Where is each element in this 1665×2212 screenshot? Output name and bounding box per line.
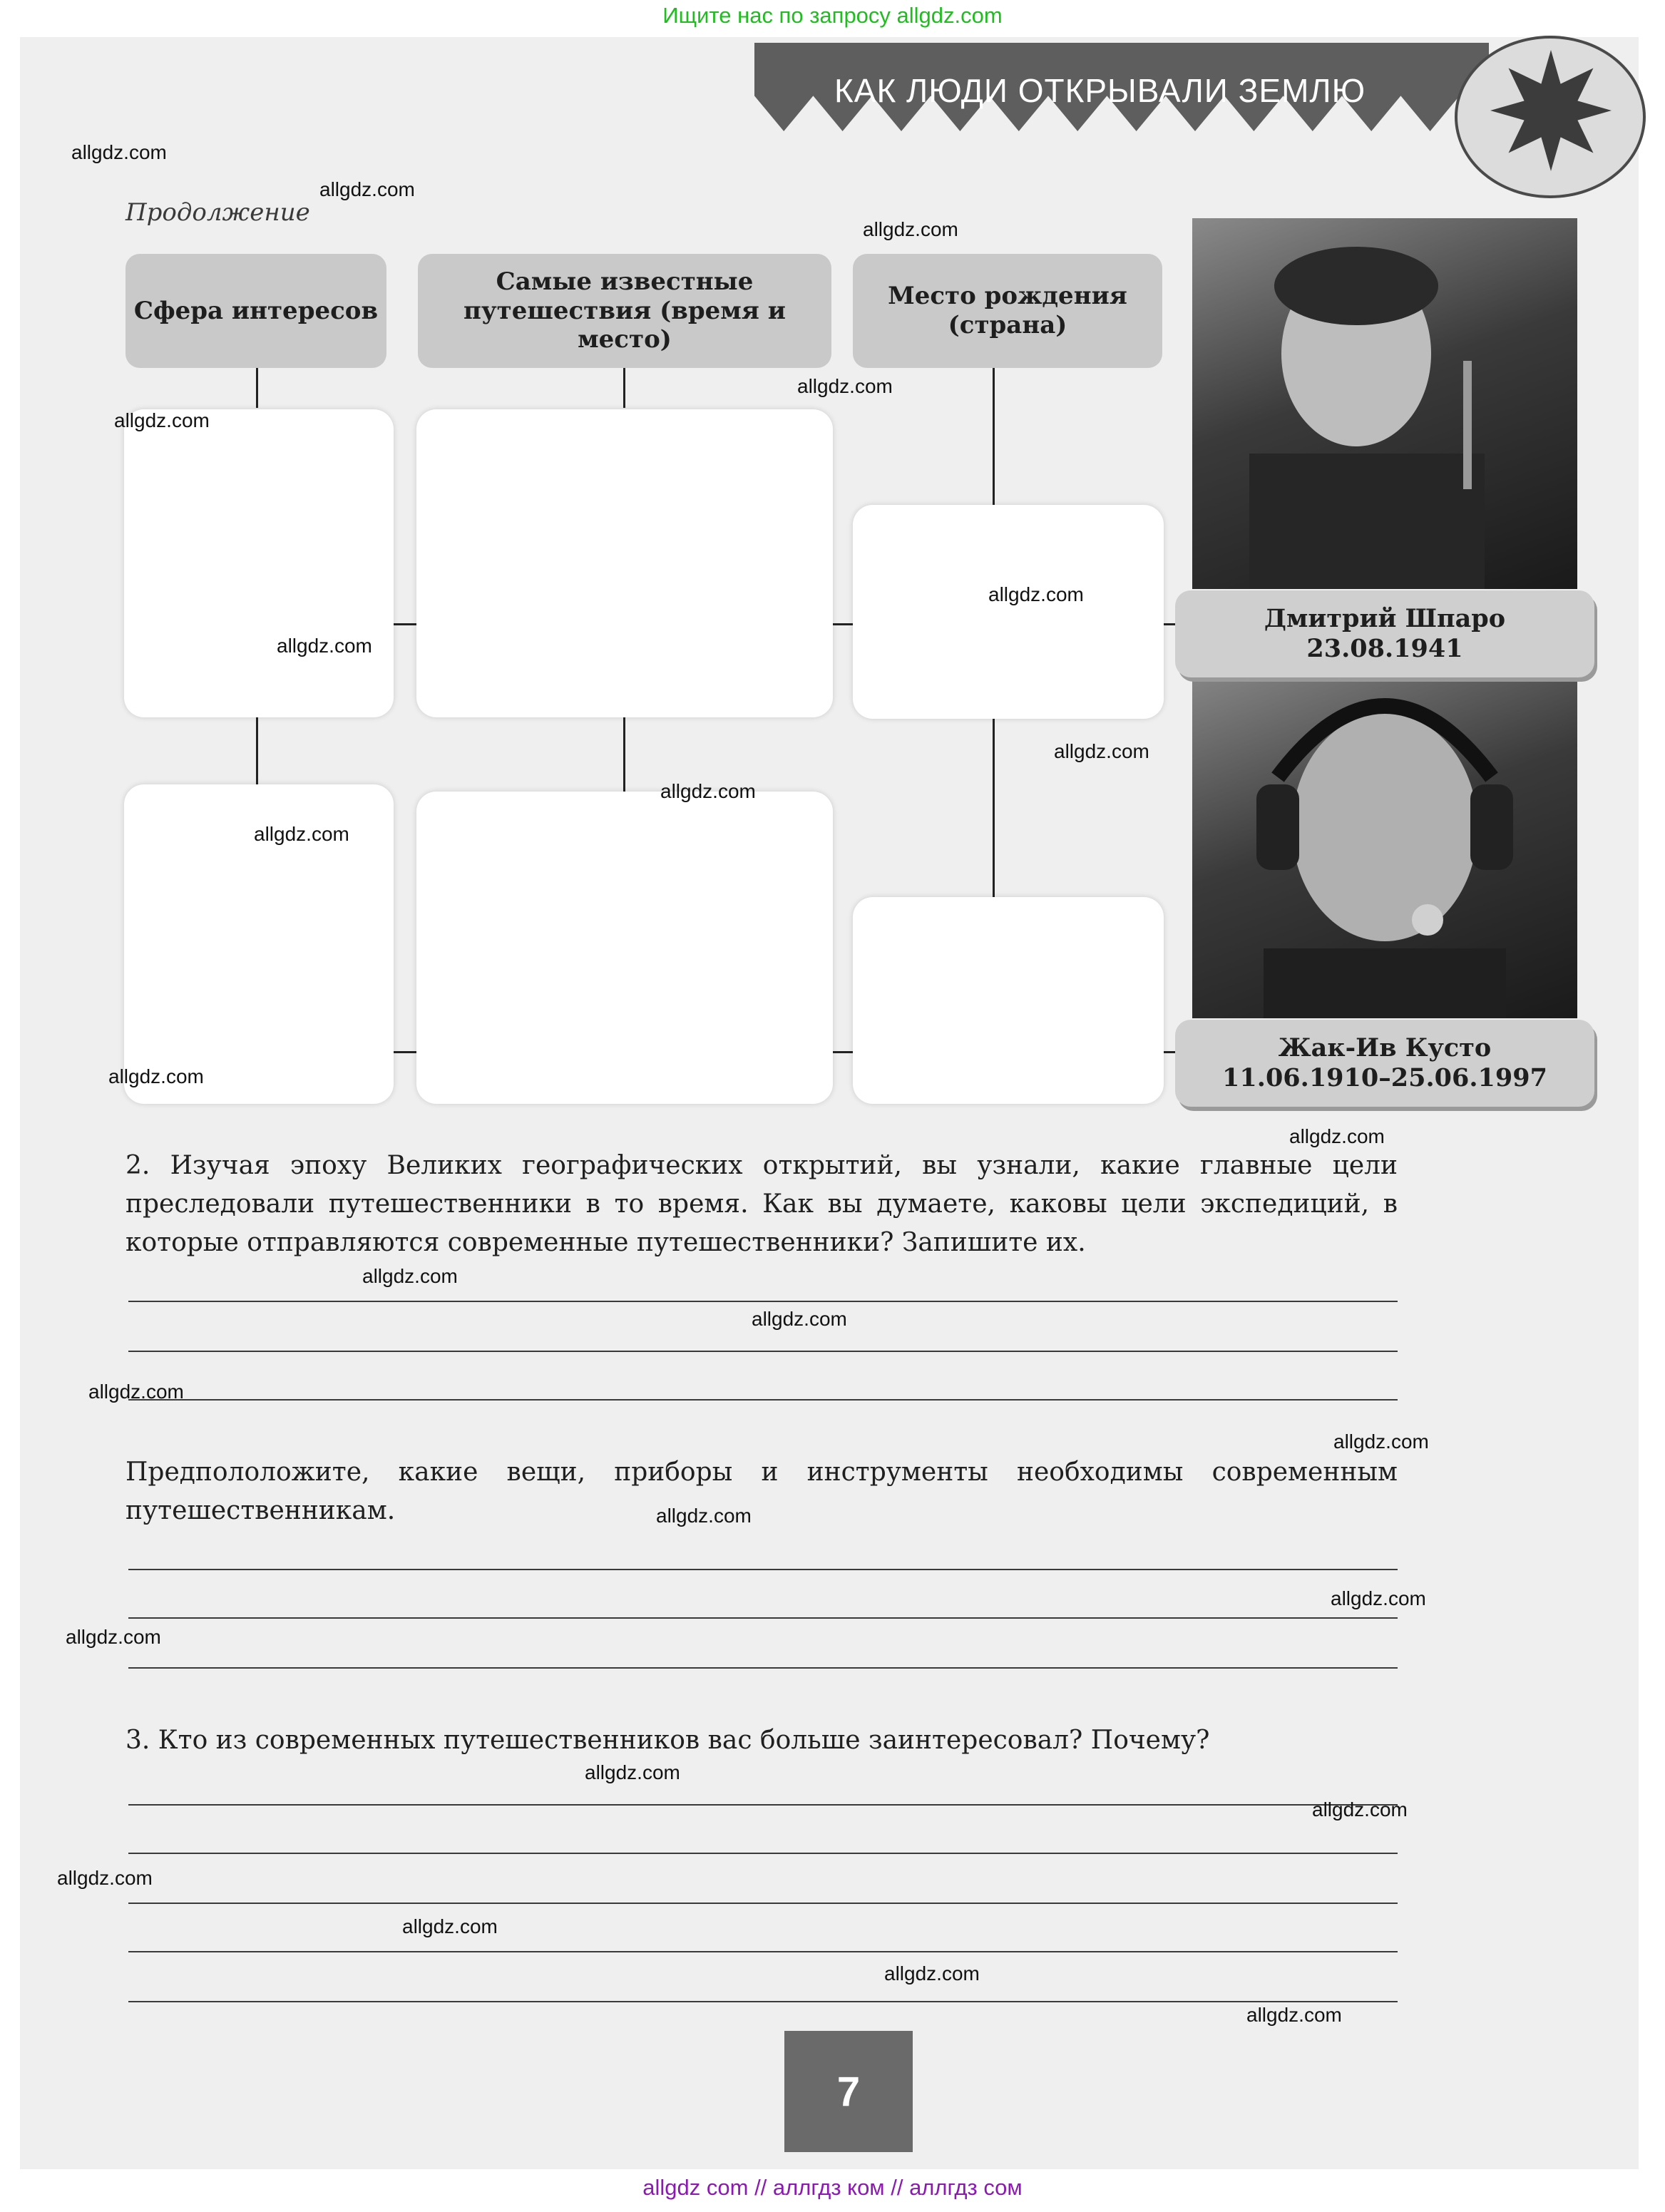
answer-line[interactable] [128,1617,1398,1619]
portrait-photo-cousteau [1192,663,1577,1018]
bottom-promo-note[interactable]: allgdz com // аллгдз ком // аллгдз сом [642,2175,1023,2200]
answer-box-birthplace-1[interactable] [853,505,1164,719]
watermark[interactable]: allgdz.com [88,1381,184,1403]
connector-line [623,717,625,792]
watermark[interactable]: allgdz.com [108,1065,204,1087]
answer-line[interactable] [128,1951,1398,1952]
connector-line [833,1051,853,1053]
answer-line[interactable] [128,1351,1398,1352]
watermark[interactable]: allgdz.com [114,409,210,431]
person-dates: 11.06.1910–25.06.1997 [1222,1063,1547,1092]
page-number-tab [784,2031,913,2152]
watermark[interactable]: allgdz.com [656,1505,752,1527]
answer-line[interactable] [128,1903,1398,1904]
continuation-label: Продолжение [125,198,310,227]
watermark[interactable]: allgdz.com [863,218,958,240]
person-name: Дмитрий Шпаро [1264,604,1506,633]
connector-line [993,368,995,505]
watermark[interactable]: allgdz.com [752,1308,847,1330]
caption-cousteau [1175,1020,1594,1107]
watermark[interactable]: allgdz.com [1289,1125,1385,1147]
answer-line[interactable] [128,1301,1398,1302]
column-header-birthplace: Место рождения (страна) [853,254,1162,368]
page-number: 7 [836,2068,861,2115]
connector-line [256,717,258,784]
answer-box-journeys-2[interactable] [416,792,833,1104]
watermark[interactable]: allgdz.com [254,823,349,845]
answer-line[interactable] [128,1804,1398,1806]
watermark[interactable]: allgdz.com [1333,1430,1429,1453]
watermark[interactable]: allgdz.com [319,178,415,200]
watermark[interactable]: allgdz.com [1054,740,1149,762]
caption-shparo [1175,590,1594,677]
column-header-journeys: Самые известные путешествия (время и место) [418,254,831,368]
watermark[interactable]: allgdz.com [66,1626,161,1648]
watermark[interactable]: allgdz.com [57,1867,153,1889]
answer-line[interactable] [128,2001,1398,2002]
answer-line[interactable] [128,1667,1398,1669]
watermark[interactable]: allgdz.com [1331,1587,1426,1609]
connector-line [833,623,853,625]
connector-line [993,719,995,897]
connector-line [623,368,625,408]
watermark[interactable]: allgdz.com [1312,1798,1408,1821]
watermark[interactable]: allgdz.com [277,635,372,657]
column-header-interests: Сфера интересов [125,254,386,368]
watermark[interactable]: allgdz.com [797,375,893,397]
chapter-title: КАК ЛЮДИ ОТКРЫВАЛИ ЗЕМЛЮ [834,72,1366,109]
answer-line[interactable] [128,1569,1398,1570]
top-promo-note[interactable]: Ищите нас по запросу allgdz.com [662,3,1003,28]
connector-line [256,368,258,408]
question-2b-text: Предпололожите, какие вещи, приборы и инструменты необходимы современным путешественникам. [125,1458,1398,1525]
connector-line [394,1051,416,1053]
watermark[interactable]: allgdz.com [71,141,167,163]
watermark[interactable]: allgdz.com [585,1761,680,1783]
person-name: Жак-Ив Кусто [1278,1033,1492,1063]
answer-line[interactable] [128,1399,1398,1401]
question-3-text: 3. Кто из современных путешественников вас больше заинтересовал? Почему? [125,1726,1210,1755]
answer-box-interests-1[interactable] [124,409,394,717]
connector-line [394,623,416,625]
watermark[interactable]: allgdz.com [884,1962,980,1985]
answer-line[interactable] [128,1853,1398,1854]
answer-box-journeys-1[interactable] [416,409,833,717]
watermark[interactable]: allgdz.com [1246,2004,1342,2026]
portrait-photo-shparo [1192,218,1577,589]
answer-box-birthplace-2[interactable] [853,897,1164,1104]
question-2-text: 2. Изучая эпоху Великих географических открытий, вы узнали, какие главные цели преследовали путешественники в то время. Как вы думаете, каковы цели экспедиций, в которые отправляются современные путешественники? Запишите их. [125,1151,1398,1257]
watermark[interactable]: allgdz.com [988,583,1084,605]
watermark[interactable]: allgdz.com [362,1265,458,1287]
person-dates: 23.08.1941 [1306,634,1463,663]
watermark[interactable]: allgdz.com [402,1915,498,1937]
watermark[interactable]: allgdz.com [660,780,756,802]
star-icon [1490,50,1612,171]
